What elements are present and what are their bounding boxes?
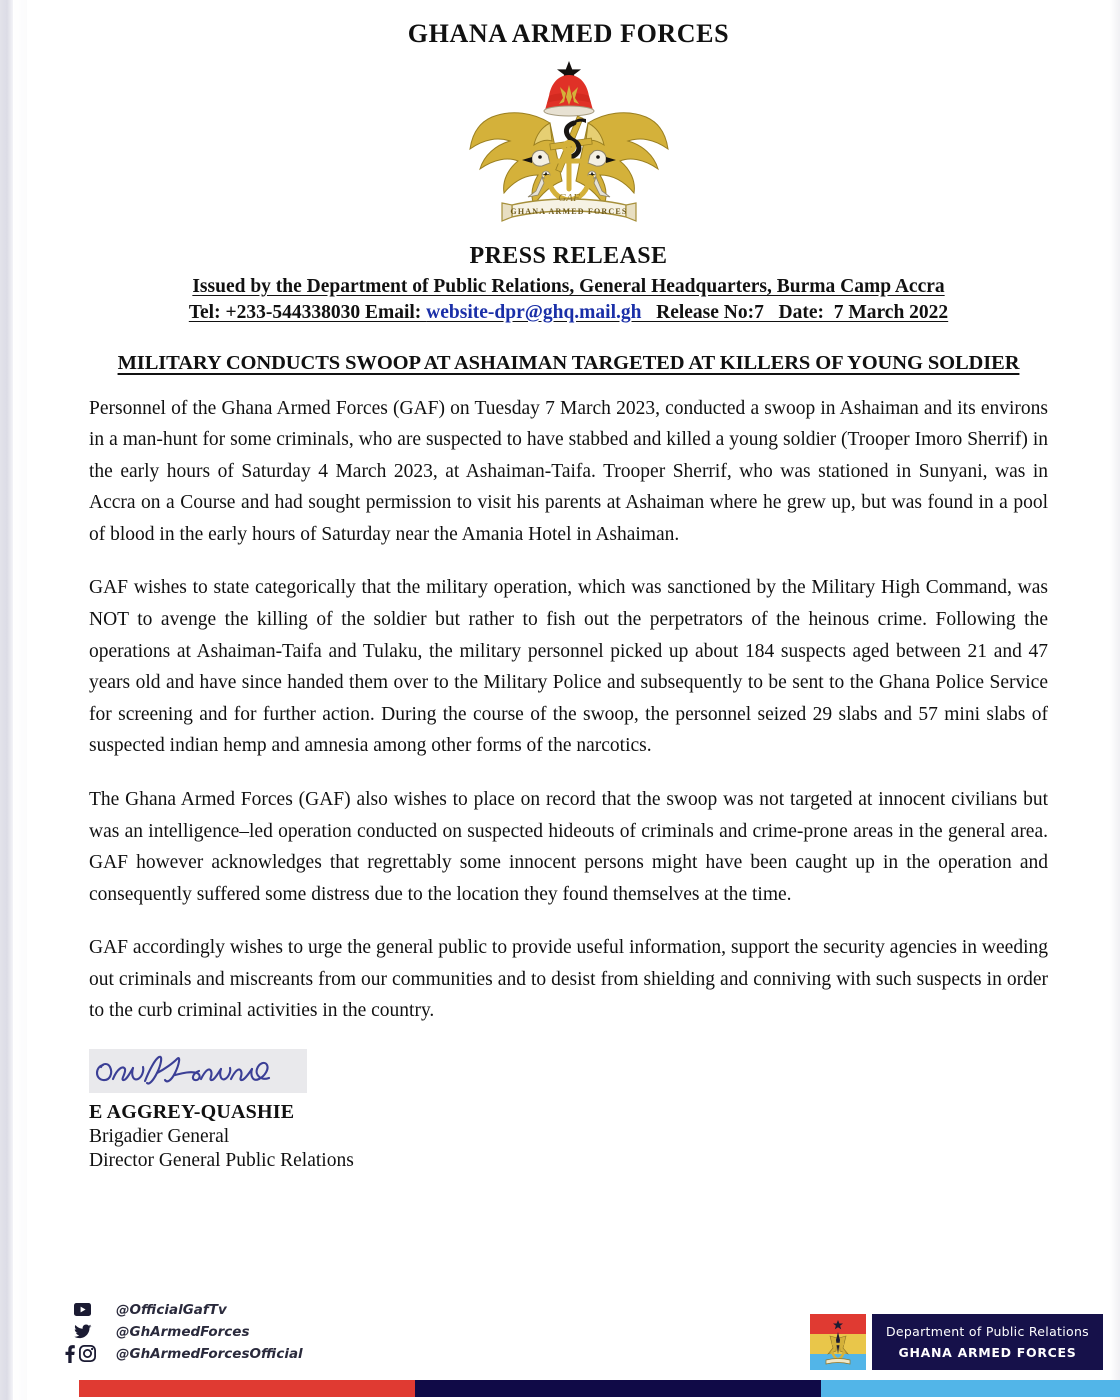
dpr-label-box: [872, 1314, 1103, 1370]
social-icon-group-youtube: [52, 1303, 104, 1316]
social-row-twitter[interactable]: [52, 1321, 303, 1342]
scan-edge-left: [0, 0, 13, 1400]
twitter-icon[interactable]: [74, 1324, 92, 1339]
social-icon-group-facebook-instagram: [52, 1345, 104, 1363]
crest-container: [27, 57, 1110, 229]
body-paragraph-2: GAF wishes to state categorically that the military operation, which was sanctioned by the Military High Command, was NOT to avenge the killing of the soldier but rather to fish out the perpetrators of the heinous crime. Following the operations at Ashaiman-Taifa and Tulaku, the military personnel picked up about 184 suspects aged between 21 and 47 years old and have since handed them over to the Military Police and subsequently to be sent to the Ghana Police Service for screening and for further action. During the course of the swoop, the personnel seized 29 slabs and 57 mini slabs of suspected indian hemp and amnesia among other forms of the narcotics.: [89, 577, 1048, 757]
scan-edge-left-inner: [13, 0, 27, 1400]
social-links: [52, 1299, 303, 1364]
document-body: [89, 375, 1048, 1027]
document-sheet: [27, 0, 1110, 1400]
svg-text:GAF: GAF: [557, 191, 580, 204]
svg-text:GHANA ARMED FORCES: GHANA ARMED FORCES: [509, 206, 628, 216]
footer-logo-block: [810, 1314, 1103, 1370]
contact-line: [27, 302, 1110, 324]
color-bar-navy: [415, 1380, 821, 1397]
color-bar-red: [79, 1380, 415, 1397]
signature-image: [89, 1049, 307, 1093]
instagram-icon[interactable]: [79, 1345, 96, 1362]
color-bar-blue: [821, 1380, 1120, 1397]
youtube-icon[interactable]: [74, 1303, 91, 1316]
social-row-facebook-instagram[interactable]: [52, 1343, 303, 1364]
signature-block: [89, 1049, 1048, 1172]
dpr-department-label: Department of Public Relations: [885, 1324, 1089, 1339]
facebook-icon[interactable]: [64, 1345, 75, 1363]
handwritten-signature-icon: [89, 1049, 307, 1093]
press-release-title: PRESS RELEASE: [469, 242, 668, 269]
body-paragraph-1: Personnel of the Ghana Armed Forces (GAF) on Tuesday 7 March 2023, conducted a swoop in Ashaiman and its environs in a man-hunt for some criminals, who are suspected to have stabbed and killed a young soldier (Trooper Imoro Sherrif) in the early hours of Saturday 4 March 2023, at Ashaiman-Taifa. Trooper Sherrif, who was stationed in Sunyani, was in Accra on a Course and had sought permission to visit his parents at Ashaiman where he grew up, but was found in a pool of blood in the early hours of Saturday near the Amania Hotel in Ashaiman.: [89, 397, 1048, 545]
body-paragraph-4: GAF accordingly wishes to urge the general public to provide useful information, support the security agencies in weeding out criminals and miscreants from our communities and to desist from shielding and conniving with such suspects in order to the curb criminal activities in the country.: [89, 937, 1048, 1022]
signatory-name: E AGGREY-QUASHIE: [89, 1101, 295, 1123]
social-handle-youtube[interactable]: @OfficialGafTv: [116, 1301, 227, 1318]
email-address[interactable]: website-dpr@ghq.mail.gh: [426, 301, 642, 323]
scan-edge-right: [1110, 0, 1120, 1400]
social-row-youtube[interactable]: [52, 1299, 303, 1320]
body-paragraph-3: The Ghana Armed Forces (GAF) also wishes to place on record that the swoop was not targeted at innocent civilians but was an intelligence–led operation conducted on suspected hideouts of criminals and crime-prone areas in the general area. GAF however acknowledges that regrettably some innocent persons might have been caught up in the operation and consequently suffered some distress due to the location they found themselves at the time.: [89, 788, 1048, 905]
document-footer: [27, 1288, 1120, 1400]
issued-by-line: Issued by the Department of Public Relations, General Headquarters, Burma Camp Accra: [192, 275, 945, 297]
social-icon-group-twitter: [52, 1324, 104, 1339]
footer-color-bar: [79, 1380, 1120, 1397]
ghana-coat-of-arms-badge-icon: [810, 1314, 866, 1370]
organisation-title: GHANA ARMED FORCES: [407, 19, 730, 48]
press-release-headline: MILITARY CONDUCTS SWOOP AT ASHAIMAN TARGETED AT KILLERS OF YOUNG SOLDIER: [117, 351, 1020, 374]
dpr-organisation-label: GHANA ARMED FORCES: [898, 1345, 1077, 1360]
ghana-armed-forces-crest-icon: [454, 57, 684, 229]
signatory-rank: Brigadier General: [89, 1126, 230, 1147]
social-handle-twitter[interactable]: @GhArmedForces: [116, 1323, 250, 1340]
signatory-role: Director General Public Relations: [89, 1150, 354, 1171]
social-handle-facebook-instagram[interactable]: @GhArmedForcesOfficial: [116, 1345, 303, 1362]
telephone-label: Tel: +233-544338030 Email:: [188, 301, 427, 323]
release-number-and-date: Release No:7 Date: 7 March 2022: [641, 301, 949, 323]
